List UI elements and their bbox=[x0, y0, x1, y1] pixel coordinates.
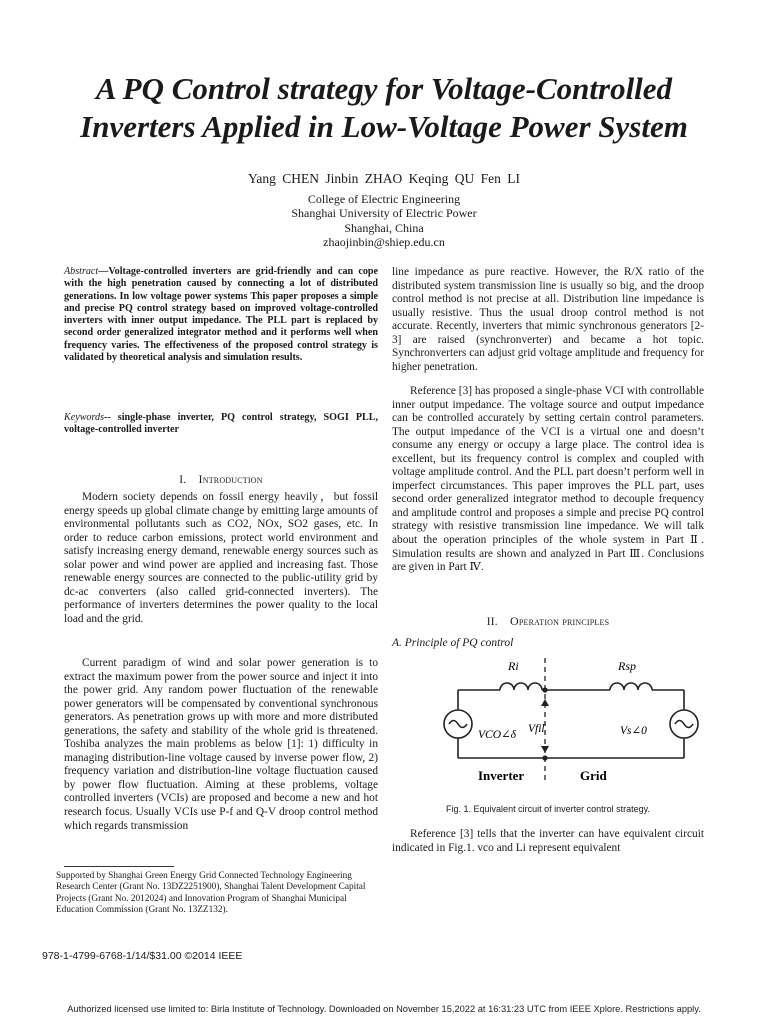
label-inverter: Inverter bbox=[478, 768, 525, 783]
footnote-rule bbox=[64, 866, 174, 867]
right-paragraph-2: Reference [3] has proposed a single-phase VCI with controllable inner output impedance. The voltage source and output impedance can be controlled accurately by setting certain control parameters. The output impedance of the VCI is a virtual one and doesn’t consume any energy or occupy a large place. The control idea is excellent, but its frequency control is complex and coupled with voltage amplitude control. And the PLL part doesn’t perform well in imperfect circumstances. This paper improves the PLL part, uses second order generalized integrator method to decouple frequency and amplitude control and proposes a simple and precise PQ control strategy with resistive transmission line impedance. We will talk about the operation principles of the whole system in Part Ⅱ. Simulation results are shown and analyzed in Part Ⅲ. Conclusions are given in Part Ⅳ. bbox=[392, 385, 705, 574]
section-heading-introduction bbox=[64, 472, 378, 487]
intro-paragraph-2: Current paradigm of wind and solar power generation is to extract the maximum power from the power source and inject it into the power grid. Any random power fluctuation of the renewable power generators will be compensated by conventional synchronous generators. As penetration grows up with more and more distributed generations, the safety and stability of the whole grid is threatened. Toshiba analyzes the main problems as below [1]: 1) difficulty in managing distribution-line voltage caused by inverse power flow, 2) frequency variation and distribution-line voltage fluctuation caused by power flow fluctuation. Aiming at these problems, voltage controlled inverters (VCIs) are proposed and become a new and hot research focus. Usually VCIs use P-f and Q-V droop control method which regards transmission bbox=[64, 657, 378, 832]
equivalent-circuit-figure bbox=[420, 654, 710, 788]
section-title: Introduction bbox=[198, 472, 263, 486]
voltage-arrow-icon bbox=[541, 746, 549, 753]
label-rsp: Rsp bbox=[618, 659, 636, 673]
author-list: Yang CHEN Jinbin ZHAO Keqing QU Fen LI bbox=[248, 171, 520, 186]
section-title: Operation principles bbox=[510, 614, 610, 628]
keywords bbox=[64, 412, 378, 437]
paper-title: A PQ Control strategy for Voltage-Controlled Inverters Applied in Low-Voltage Power System bbox=[80, 71, 688, 144]
section-heading-operation bbox=[392, 614, 704, 629]
funding-footnote: Supported by Shanghai Green Energy Grid Connected Technology Engineering Research Center (Grant No. 13DZ2251900), Shanghai Talent Development Capital Projects (Grant No. 2012024) and Innovation Program of Shanghai Municipal Education Commission (Grant No. 13ZZ132). bbox=[56, 871, 366, 916]
affiliation-dept: College of Electric Engineering bbox=[307, 192, 461, 206]
plus-marker-icon bbox=[541, 699, 549, 706]
label-grid: Grid bbox=[580, 768, 607, 783]
affiliation-city: Shanghai, China bbox=[344, 220, 424, 235]
figure-caption: Fig. 1. Equivalent circuit of inverter control strategy. bbox=[446, 804, 650, 814]
label-vco: VCO∠δ bbox=[478, 729, 516, 741]
bottom-node-dot bbox=[542, 755, 547, 760]
keywords-label: Keywords bbox=[64, 412, 105, 423]
right-paragraph-1: line impedance as pure reactive. However, the R/X ratio of the distributed system transmission line is usually so big, and the droop control method is not precise at all. Distribution line impedance is usually resistive. Thus the usual droop control method is not accurate. Recently, inverters that mimic synchronous generators [2-3] are raised (synchronverter) and became a hot topic. Synchronverters can adjust grid voltage amplitude and frequency for higher penetration. bbox=[392, 266, 704, 373]
label-ri: Ri bbox=[508, 659, 519, 673]
affiliation-univ: Shanghai University of Electric Power bbox=[291, 206, 477, 221]
affiliation-block bbox=[0, 192, 768, 249]
section-number: II. bbox=[486, 616, 498, 628]
intro-paragraph-1: Modern society depends on fossil energy heavily，but fossil energy speeds up global climate change by emitting large amounts of environmental pollutants such as CO2, NOx, SO2 gases, etc. In order to reduce carbon emissions, protect world environment and satisfy increasing energy demand, renewable energy sources such as solar power and wind power are applied and increasing fast. Those renewable energy sources are connected to the public-utility grid by dc-ac converters (also called grid-connected inverters). The performance of inverters determines the power quality to the local load and the grid. bbox=[64, 491, 378, 625]
right-paragraph-3: Reference [3] tells that the inverter can have equivalent circuit indicated in Fig.1. vco and Li represent equivalent bbox=[392, 828, 704, 854]
abstract-text: —Voltage-controlled inverters are grid-friendly and can cope with the high penetration caused by connecting a lot of distributed generations. In low voltage power systems This paper proposes a simple and precise PQ control strategy based on improved voltage-controlled inverters with inner output impedance. The PLL part is replaced by second order generalized integrator method and it performs well when frequency varies. The effectiveness of the proposed control strategy is validated by theoretical analysis and simulation results. bbox=[64, 266, 378, 364]
subsection-heading-a: A. Principle of PQ control bbox=[392, 637, 514, 649]
isbn-copyright: 978-1-4799-6768-1/14/$31.00 ©2014 IEEE bbox=[42, 950, 243, 962]
license-notice: Authorized licensed use limited to: Birla Institute of Technology. Downloaded on November 15,2022 at 16:31:23 UTC from IEEE Xplore. Restrictions apply. bbox=[67, 1004, 701, 1014]
section-number: I. bbox=[179, 474, 187, 486]
label-vfil: Vfil bbox=[528, 723, 545, 735]
abstract-label: Abstract bbox=[64, 266, 99, 277]
keywords-text: -- single-phase inverter, PQ control strategy, SOGI PLL, voltage-controlled inverter bbox=[64, 412, 378, 436]
abstract bbox=[64, 266, 378, 364]
top-node-dot bbox=[542, 687, 547, 692]
affiliation-email: zhaojinbin@shiep.edu.cn bbox=[323, 234, 445, 249]
label-vs: Vs∠0 bbox=[620, 725, 647, 737]
